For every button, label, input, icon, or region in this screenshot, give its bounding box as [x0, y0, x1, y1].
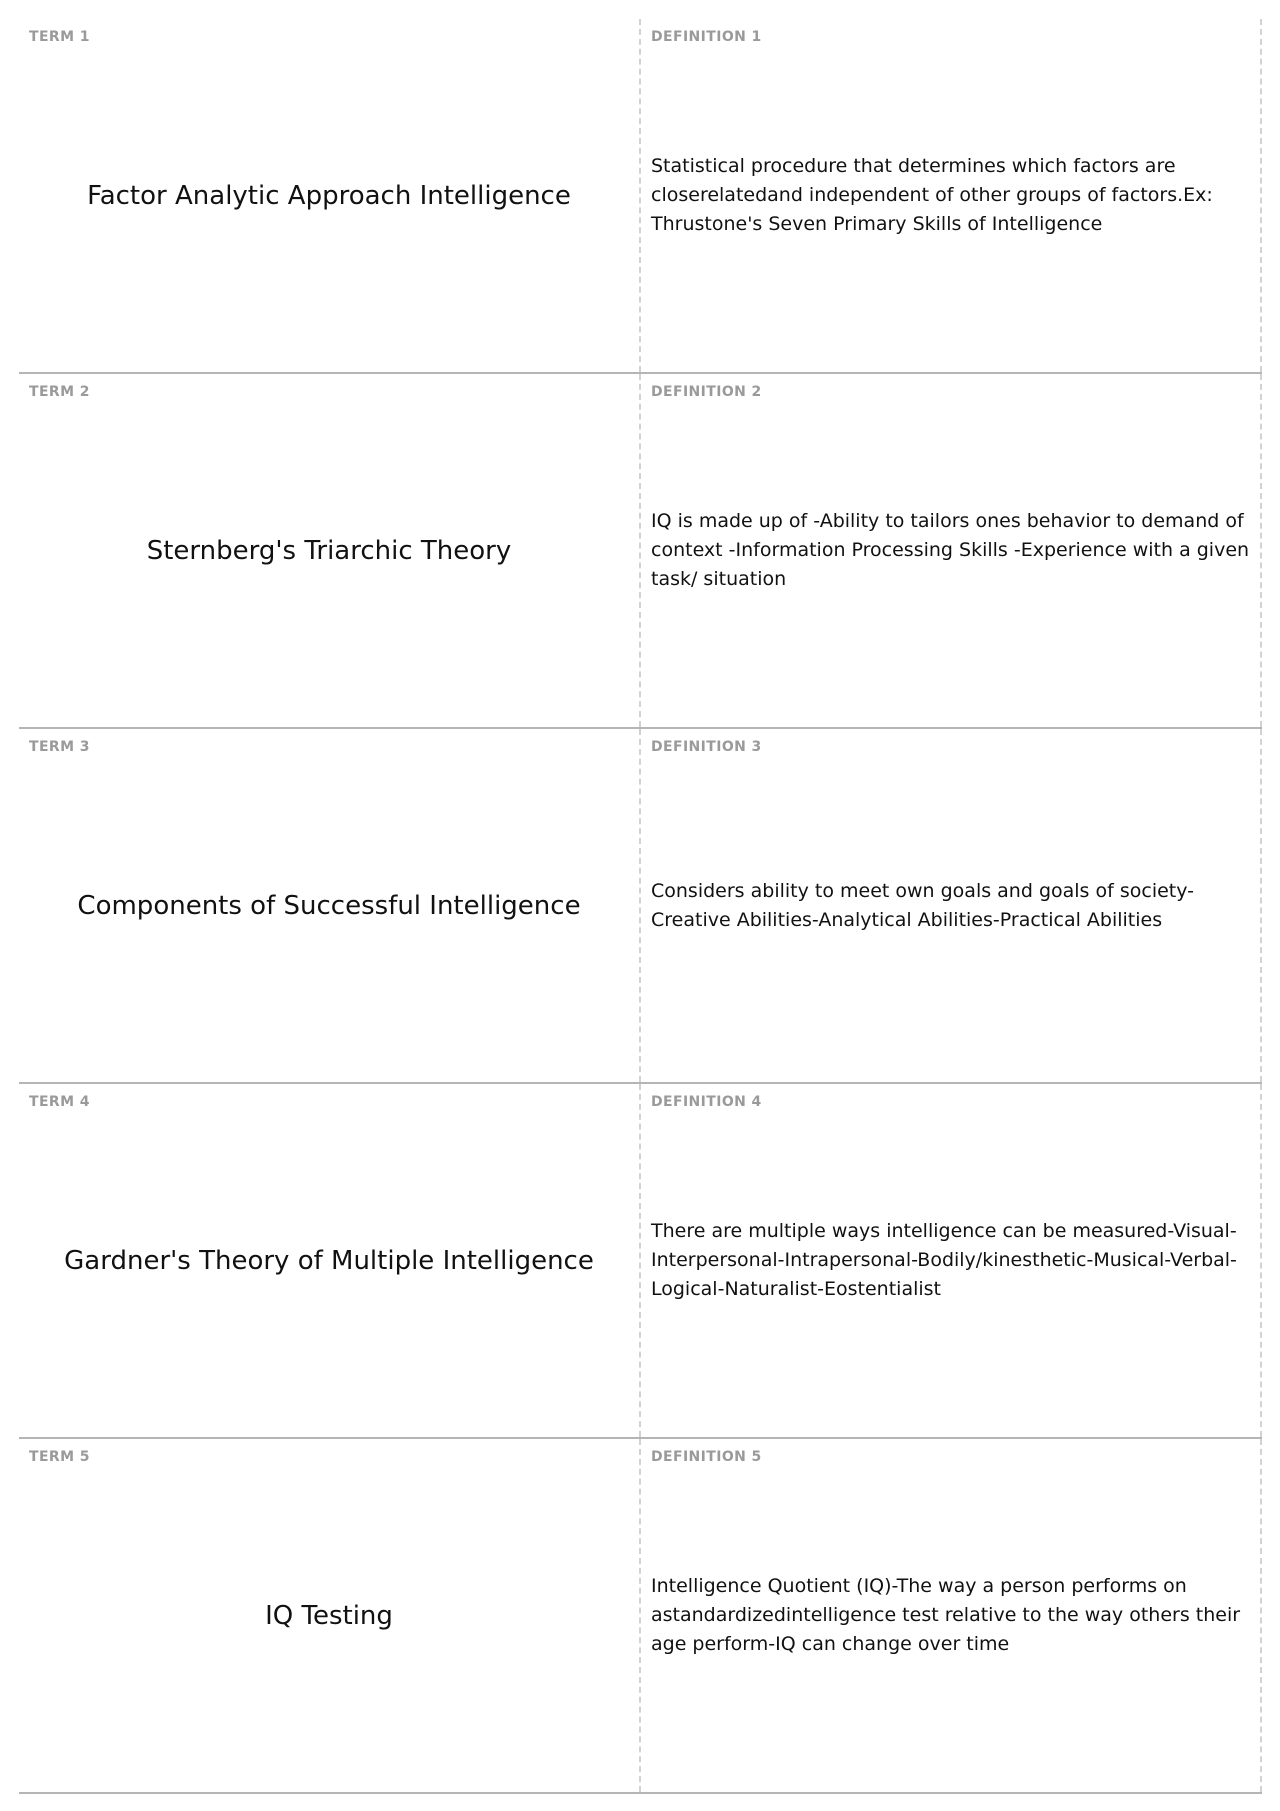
- term-cell: [19, 1439, 641, 1792]
- definition-text: Intelligence Quotient (IQ)-The way a person performs on astandardizedintelligence test relative to the way others their age perform-IQ can change over time: [651, 1575, 1241, 1655]
- definition-cell: [641, 1439, 1262, 1792]
- term-cell: [19, 374, 641, 727]
- definition-text-wrapper: [651, 729, 1252, 1082]
- term-cell: [19, 1084, 641, 1437]
- definition-cell: [641, 19, 1262, 372]
- flashcard-row-4: [19, 1084, 1262, 1439]
- flashcard-row-3: [19, 729, 1262, 1084]
- definition-text: There are multiple ways intelligence can be measured-Visual-Interpersonal-Intrapersonal-Bodily/kinesthetic-Musical-Verbal-Logical-Naturalist-Eostentialist: [651, 1220, 1237, 1300]
- definition-text-wrapper: [651, 19, 1252, 372]
- flashcard-row-1: [19, 19, 1262, 374]
- term-cell: [19, 19, 641, 372]
- definition-label: DEFINITION 5: [651, 1449, 762, 1465]
- definition-text: Statistical procedure that determines which factors are closerelatedand independent of other groups of factors.Ex: Thrustone's Seven Primary Skills of Intelligence: [651, 155, 1213, 235]
- definition-text-wrapper: [651, 1084, 1252, 1437]
- term-label: TERM 4: [29, 1094, 90, 1110]
- definition-text: IQ is made up of -Ability to tailors ones behavior to demand of context -Information Processing Skills -Experience with a given task/ situation: [651, 510, 1250, 590]
- definition-text: Considers ability to meet own goals and goals of society-Creative Abilities-Analytical Abilities-Practical Abilities: [651, 879, 1195, 931]
- term-text: Factor Analytic Approach Intelligence: [87, 180, 571, 211]
- term-text: IQ Testing: [265, 1600, 393, 1631]
- definition-cell: [641, 729, 1262, 1082]
- term-text: Components of Successful Intelligence: [77, 890, 581, 921]
- definition-label: DEFINITION 3: [651, 739, 762, 755]
- definition-label: DEFINITION 4: [651, 1094, 762, 1110]
- definition-label: DEFINITION 1: [651, 29, 762, 45]
- flashcard-sheet: [19, 19, 1262, 1794]
- term-label: TERM 3: [29, 739, 90, 755]
- definition-label: DEFINITION 2: [651, 384, 762, 400]
- term-text: Sternberg's Triarchic Theory: [146, 535, 512, 566]
- term-label: TERM 2: [29, 384, 90, 400]
- term-label: TERM 5: [29, 1449, 90, 1465]
- definition-cell: [641, 374, 1262, 727]
- definition-cell: [641, 1084, 1262, 1437]
- flashcard-row-5: [19, 1439, 1262, 1794]
- term-cell: [19, 729, 641, 1082]
- term-label: TERM 1: [29, 29, 90, 45]
- flashcard-row-2: [19, 374, 1262, 729]
- definition-text-wrapper: [651, 374, 1252, 727]
- definition-text-wrapper: [651, 1439, 1252, 1792]
- term-text: Gardner's Theory of Multiple Intelligence: [64, 1245, 594, 1276]
